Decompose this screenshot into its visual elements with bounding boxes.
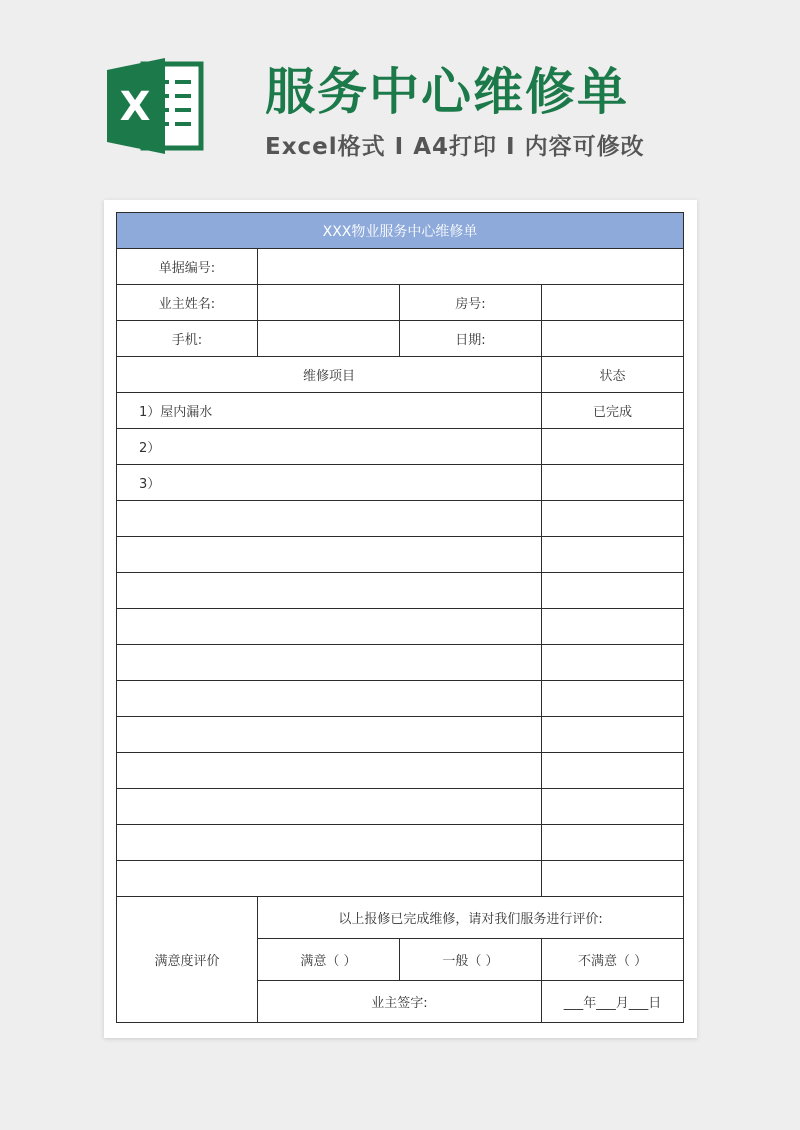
repair-items xyxy=(117,393,684,897)
date-label: 日期: xyxy=(400,321,542,357)
banner-title: 服务中心维修单 xyxy=(265,63,629,121)
status-cell[interactable] xyxy=(542,465,684,501)
owner-signature-label[interactable]: 业主签字: xyxy=(258,981,542,1023)
status-cell[interactable] xyxy=(542,753,684,789)
phone-field[interactable] xyxy=(258,321,400,357)
banner xyxy=(0,0,800,190)
repair-item-cell[interactable] xyxy=(117,537,542,573)
status-cell[interactable] xyxy=(542,573,684,609)
status-header: 状态 xyxy=(542,357,684,393)
status-cell[interactable] xyxy=(542,681,684,717)
status-cell[interactable]: 已完成 xyxy=(542,393,684,429)
table-row xyxy=(117,393,684,429)
table-row xyxy=(117,717,684,753)
owner-name-field[interactable] xyxy=(258,285,400,321)
table-row xyxy=(117,429,684,465)
status-cell[interactable] xyxy=(542,825,684,861)
repair-item-cell[interactable] xyxy=(117,789,542,825)
status-cell[interactable] xyxy=(542,789,684,825)
repair-item-cell[interactable]: 3） xyxy=(117,465,542,501)
date-field[interactable] xyxy=(542,321,684,357)
repair-item-cell[interactable]: 1）屋内漏水 xyxy=(117,393,542,429)
table-row xyxy=(117,573,684,609)
rating-prompt: 以上报修已完成维修，请对我们服务进行评价: xyxy=(258,897,684,939)
excel-logo-icon xyxy=(105,56,205,156)
table-row xyxy=(117,753,684,789)
table-row xyxy=(117,861,684,897)
room-no-label: 房号: xyxy=(400,285,542,321)
repair-item-cell[interactable] xyxy=(117,645,542,681)
room-no-field[interactable] xyxy=(542,285,684,321)
repair-item-cell[interactable] xyxy=(117,753,542,789)
status-cell[interactable] xyxy=(542,537,684,573)
repair-item-cell[interactable]: 2） xyxy=(117,429,542,465)
form-title: XXX物业服务中心维修单 xyxy=(117,213,684,249)
doc-no-label: 单据编号: xyxy=(117,249,258,285)
repair-form-table xyxy=(116,212,684,1023)
table-row xyxy=(117,825,684,861)
repair-item-cell[interactable] xyxy=(117,681,542,717)
repair-item-cell[interactable] xyxy=(117,717,542,753)
form-sheet xyxy=(104,200,697,1038)
repair-item-cell[interactable] xyxy=(117,825,542,861)
repair-item-header: 维修项目 xyxy=(117,357,542,393)
doc-no-field[interactable] xyxy=(258,249,684,285)
repair-item-cell[interactable] xyxy=(117,609,542,645)
rating-satisfied[interactable]: 满意（ ） xyxy=(258,939,400,981)
table-row xyxy=(117,681,684,717)
phone-label: 手机: xyxy=(117,321,258,357)
logo-letter: X xyxy=(119,84,151,130)
repair-item-cell[interactable] xyxy=(117,501,542,537)
rating-unsatisfied[interactable]: 不满意（ ） xyxy=(542,939,684,981)
status-cell[interactable] xyxy=(542,717,684,753)
banner-subtitle: Excel格式 I A4打印 I 内容可修改 xyxy=(265,134,645,160)
status-cell[interactable] xyxy=(542,609,684,645)
rating-average[interactable]: 一般（ ） xyxy=(400,939,542,981)
satisfaction-label: 满意度评价 xyxy=(117,897,258,1023)
table-row xyxy=(117,465,684,501)
table-row xyxy=(117,789,684,825)
table-row xyxy=(117,645,684,681)
status-cell[interactable] xyxy=(542,861,684,897)
status-cell[interactable] xyxy=(542,645,684,681)
table-row xyxy=(117,609,684,645)
status-cell[interactable] xyxy=(542,501,684,537)
table-row xyxy=(117,537,684,573)
repair-item-cell[interactable] xyxy=(117,861,542,897)
repair-item-cell[interactable] xyxy=(117,573,542,609)
table-row xyxy=(117,501,684,537)
signature-date[interactable]: ___年___月___日 xyxy=(542,981,684,1023)
status-cell[interactable] xyxy=(542,429,684,465)
owner-name-label: 业主姓名: xyxy=(117,285,258,321)
